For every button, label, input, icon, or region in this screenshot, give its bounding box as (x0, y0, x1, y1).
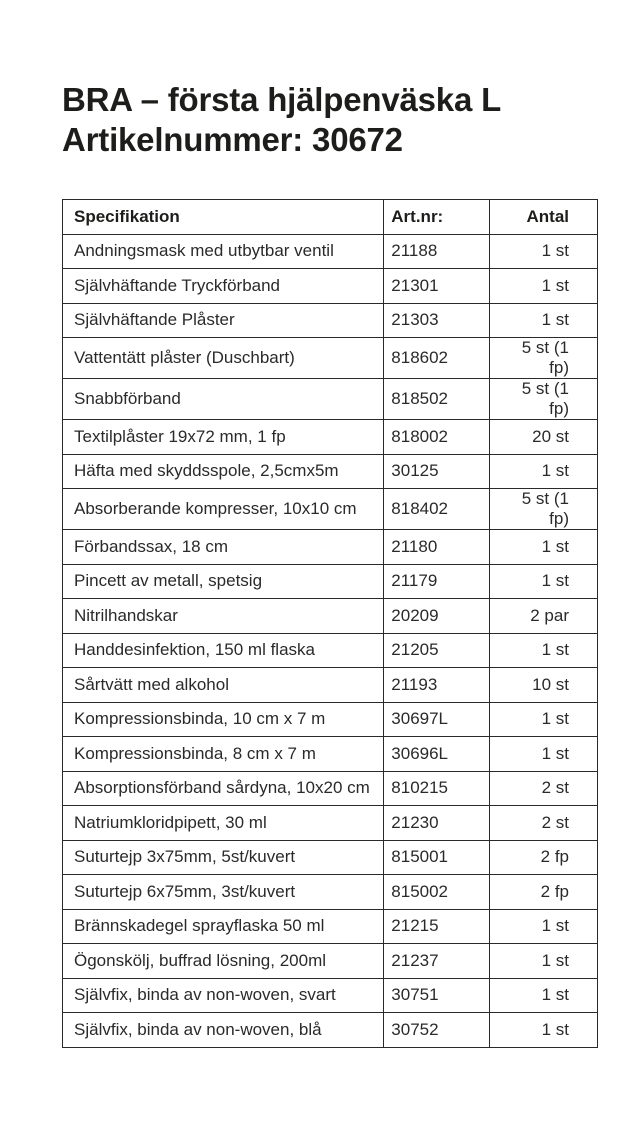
item-article-number: 21179 (384, 564, 490, 599)
item-article-number: 20209 (384, 599, 490, 634)
item-article-number: 21230 (384, 806, 490, 841)
item-specification: Sårtvätt med alkohol (63, 668, 384, 703)
table-row (63, 875, 598, 910)
item-quantity: 1 st (490, 702, 598, 737)
product-name: BRA – första hjälpenväska L (62, 81, 502, 118)
table-row (63, 338, 598, 379)
item-specification: Självfix, binda av non-woven, svart (63, 978, 384, 1013)
table-row (63, 269, 598, 304)
table-row (63, 489, 598, 530)
table-row (63, 420, 598, 455)
table-row (63, 1013, 598, 1048)
item-quantity: 1 st (490, 303, 598, 338)
item-article-number: 21188 (384, 234, 490, 269)
item-article-number: 818602 (384, 338, 490, 379)
item-specification: Självhäftande Tryckförband (63, 269, 384, 304)
item-specification: Handdesinfektion, 150 ml flaska (63, 633, 384, 668)
item-quantity: 1 st (490, 978, 598, 1013)
item-specification: Häfta med skyddsspole, 2,5cmx5m (63, 454, 384, 489)
item-specification: Pincett av metall, spetsig (63, 564, 384, 599)
item-quantity: 10 st (490, 668, 598, 703)
table-row (63, 771, 598, 806)
item-specification: Självhäftande Plåster (63, 303, 384, 338)
table-row (63, 702, 598, 737)
item-quantity: 20 st (490, 420, 598, 455)
item-quantity: 1 st (490, 564, 598, 599)
item-quantity: 1 st (490, 633, 598, 668)
item-specification: Kompressionsbinda, 10 cm x 7 m (63, 702, 384, 737)
table-row (63, 379, 598, 420)
item-article-number: 21215 (384, 909, 490, 944)
header-quantity: Antal (490, 200, 598, 235)
item-quantity: 2 fp (490, 875, 598, 910)
item-quantity: 1 st (490, 530, 598, 565)
header-specification: Specifikation (63, 200, 384, 235)
item-quantity: 1 st (490, 234, 598, 269)
table-row (63, 599, 598, 634)
item-article-number: 21205 (384, 633, 490, 668)
specification-table (62, 199, 598, 1048)
table-row (63, 840, 598, 875)
item-quantity: 5 st (1 fp) (490, 338, 598, 379)
item-quantity: 1 st (490, 454, 598, 489)
item-article-number: 30752 (384, 1013, 490, 1048)
item-quantity: 1 st (490, 909, 598, 944)
item-specification: Vattentätt plåster (Duschbart) (63, 338, 384, 379)
table-row (63, 737, 598, 772)
item-specification: Kompressionsbinda, 8 cm x 7 m (63, 737, 384, 772)
item-article-number: 21301 (384, 269, 490, 304)
item-article-number: 818002 (384, 420, 490, 455)
item-specification: Snabbförband (63, 379, 384, 420)
item-quantity: 5 st (1 fp) (490, 379, 598, 420)
item-specification: Suturtejp 6x75mm, 3st/kuvert (63, 875, 384, 910)
header-article-number: Art.nr: (384, 200, 490, 235)
item-specification: Andningsmask med utbytbar ventil (63, 234, 384, 269)
item-specification: Självfix, binda av non-woven, blå (63, 1013, 384, 1048)
table-row (63, 944, 598, 979)
item-article-number: 815002 (384, 875, 490, 910)
item-quantity: 2 par (490, 599, 598, 634)
item-article-number: 21180 (384, 530, 490, 565)
item-specification: Ögonskölj, buffrad lösning, 200ml (63, 944, 384, 979)
table-body (63, 234, 598, 1047)
table-row (63, 978, 598, 1013)
article-number: Artikelnummer: 30672 (62, 121, 403, 158)
item-article-number: 810215 (384, 771, 490, 806)
table-row (63, 806, 598, 841)
table-row (63, 564, 598, 599)
item-specification: Textilplåster 19x72 mm, 1 fp (63, 420, 384, 455)
item-specification: Natriumkloridpipett, 30 ml (63, 806, 384, 841)
item-quantity: 1 st (490, 269, 598, 304)
item-article-number: 818502 (384, 379, 490, 420)
table-row (63, 303, 598, 338)
item-article-number: 21193 (384, 668, 490, 703)
item-article-number: 30697L (384, 702, 490, 737)
item-specification: Nitrilhandskar (63, 599, 384, 634)
table-row (63, 909, 598, 944)
item-quantity: 1 st (490, 737, 598, 772)
table-row (63, 530, 598, 565)
item-quantity: 1 st (490, 944, 598, 979)
table-row (63, 234, 598, 269)
item-quantity: 2 st (490, 806, 598, 841)
table-header-row (63, 200, 598, 235)
item-article-number: 30696L (384, 737, 490, 772)
item-article-number: 818402 (384, 489, 490, 530)
item-specification: Suturtejp 3x75mm, 5st/kuvert (63, 840, 384, 875)
item-article-number: 815001 (384, 840, 490, 875)
table-row (63, 633, 598, 668)
item-specification: Absorberande kompresser, 10x10 cm (63, 489, 384, 530)
item-specification: Brännskadegel sprayflaska 50 ml (63, 909, 384, 944)
item-quantity: 2 fp (490, 840, 598, 875)
item-article-number: 30751 (384, 978, 490, 1013)
item-article-number: 21303 (384, 303, 490, 338)
table-row (63, 668, 598, 703)
item-article-number: 21237 (384, 944, 490, 979)
item-article-number: 30125 (384, 454, 490, 489)
page-title (62, 80, 501, 160)
table-row (63, 454, 598, 489)
item-specification: Absorptionsförband sårdyna, 10x20 cm (63, 771, 384, 806)
item-quantity: 2 st (490, 771, 598, 806)
item-quantity: 5 st (1 fp) (490, 489, 598, 530)
item-quantity: 1 st (490, 1013, 598, 1048)
item-specification: Förbandssax, 18 cm (63, 530, 384, 565)
